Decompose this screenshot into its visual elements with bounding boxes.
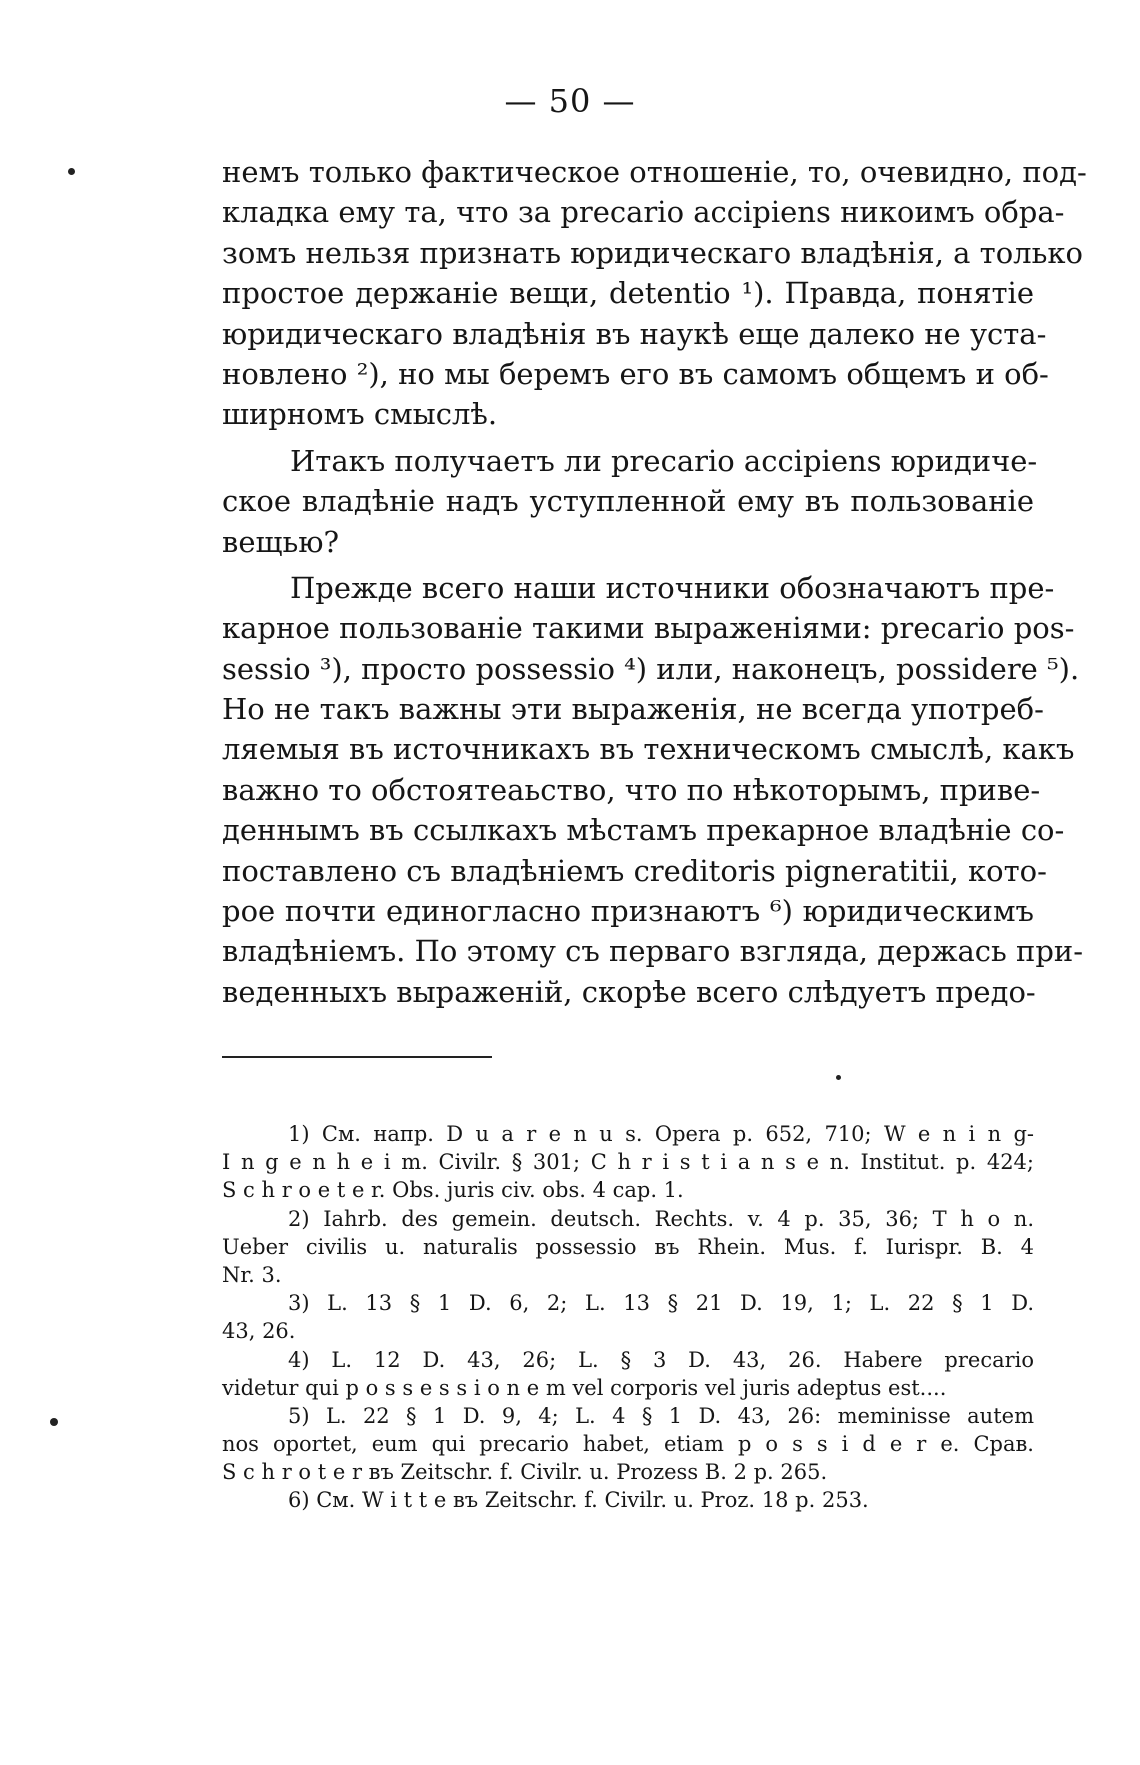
paragraph [222,152,1087,435]
footnote [222,1120,1034,1205]
text-line: поставлено съ владѣніемъ creditoris pigneratitii, кото- [222,853,1047,888]
text-line: вещью? [222,524,340,559]
footnote-line: Nr. 3. [222,1262,282,1287]
footnote [222,1205,1034,1290]
text-line: ское владѣніе надъ уступленной ему въ пользованіе [222,484,1034,519]
footnote [222,1289,1034,1345]
text-line: новлено ²), но мы беремъ его въ самомъ общемъ и об- [222,356,1049,391]
footnote-line: 1) См. напр. D u a r e n u s. Opera p. 652, 710; W e n i n g- [288,1122,1034,1146]
footnote-line: nos oportet, eum qui precario habet, etiam p o s s i d e r e. Срав. [222,1432,1034,1457]
text-line: ширномъ смыслѣ. [222,397,498,432]
footnote-line: 43, 26. [222,1319,296,1344]
footnote-line: S c h r o e t e r. Obs. juris civ. obs. 4 cap. 1. [222,1178,684,1203]
footnote-separator [222,1056,492,1058]
footnote-line: I n g e n h e i m. Civilr. § 301; C h r i s t i a n s e n. Institut. p. 424; [222,1150,1034,1175]
footnote-line: videtur qui p o s s e s s i o n e m vel corporis vel juris adeptus est.... [222,1375,947,1400]
paragraph [222,568,1084,1012]
text-line: Прежде всего наши источники обозначаютъ пре- [290,570,1055,605]
footnote-line: 4) L. 12 D. 43, 26; L. § 3 D. 43, 26. Habere precario [288,1347,1034,1372]
paragraph [222,441,1038,562]
footnote-line: S c h r o t e r въ Zeitschr. f. Civilr. u. Prozess B. 2 p. 265. [222,1460,828,1485]
ink-speck [836,1075,841,1080]
text-line: ляемыя въ источникахъ въ техническомъ смыслѣ, какъ [222,732,1075,767]
ink-speck [68,168,75,175]
text-line: зомъ нельзя признать юридическаго владѣнія, а только [222,235,1083,270]
text-line: sessio ³), просто possessio ⁴) или, наконецъ, possidere ⁵). [222,651,1080,686]
text-line: важно то обстоятеаьство, что по нѣкоторымъ, приве- [222,772,1041,807]
footnote [222,1486,1034,1514]
ink-speck [50,1418,58,1426]
footnotes [222,1120,1034,1515]
footnote-line: 2) Iahrb. des gemein. deutsch. Rechts. v. 4 p. 35, 36; T h o n. [288,1206,1034,1231]
text-line: веденныхъ выраженій, скорѣе всего слѣдуетъ предо- [222,974,1036,1009]
text-line: владѣніемъ. По этому съ перваго взгляда, держась при- [222,934,1084,969]
footnote-line: 5) L. 22 § 1 D. 9, 4; L. 4 § 1 D. 43, 26: meminisse autem [288,1403,1034,1428]
text-line: рое почти единогласно признаютъ ⁶) юридическимъ [222,894,1034,929]
text-line: простое держаніе вещи, detentio ¹). Правда, понятіе [222,276,1034,311]
footnote-line: Ueber civilis u. naturalis possessio въ Rhein. Mus. f. Iurispr. B. 4 [222,1234,1034,1259]
text-line: Но не такъ важны эти выраженія, не всегда употреб- [222,692,1044,727]
main-text [222,152,1087,1012]
footnote-line: 3) L. 13 § 1 D. 6, 2; L. 13 § 21 D. 19, 1; L. 22 § 1 D. [288,1291,1034,1316]
footnote-line: 6) См. W i t t e въ Zeitschr. f. Civilr. u. Proz. 18 p. 253. [288,1488,869,1513]
page-number: — 50 — [504,82,636,120]
text-line: деннымъ въ ссылкахъ мѣстамъ прекарное владѣніе со- [222,813,1065,848]
footnote [222,1402,1034,1487]
text-line: карное пользованіе такими выраженіями: precario pos- [222,611,1075,646]
footnote [222,1346,1034,1402]
text-line: Итакъ получаетъ ли precario accipiens юридиче- [290,443,1038,478]
text-line: немъ только фактическое отношеніе, то, очевидно, под- [222,155,1087,189]
text-line: юридическаго владѣнія въ наукѣ еще далеко не уста- [222,316,1047,351]
text-line: кладка ему та, что за precario accipiens никоимъ обра- [222,195,1065,230]
